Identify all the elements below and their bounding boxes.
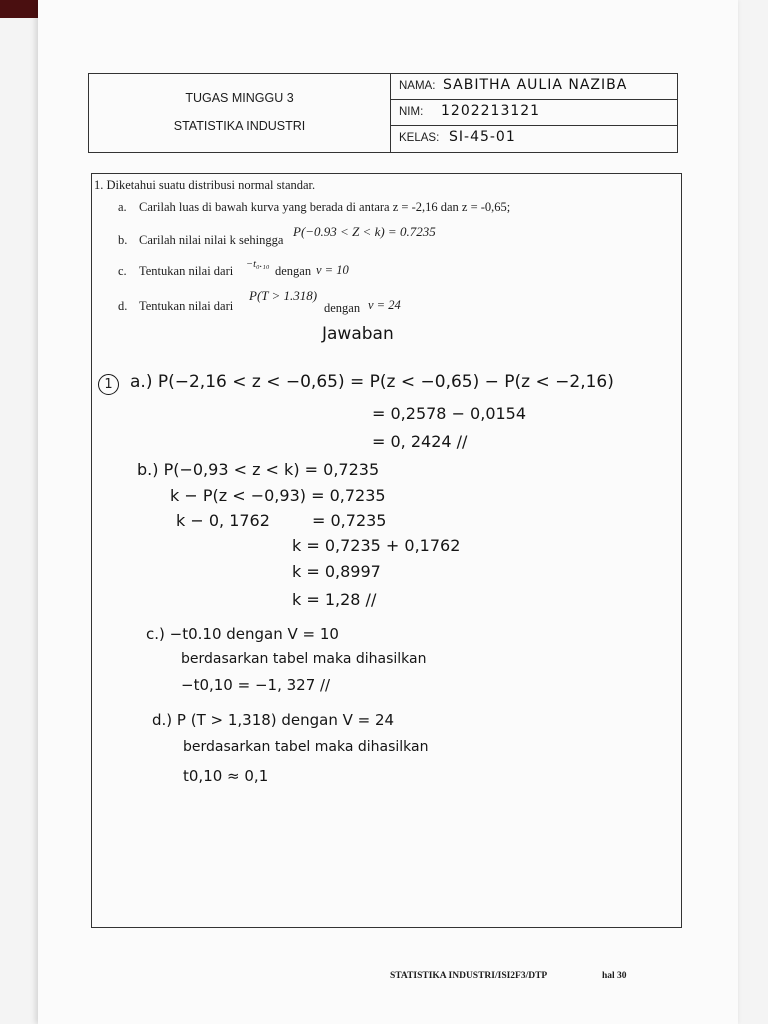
answer-b-line4: k = 0,7235 + 0,1762 bbox=[292, 536, 461, 555]
question-d-text2: dengan bbox=[324, 301, 361, 315]
question-d-dof: v = 24 bbox=[368, 298, 401, 312]
answer-c-line3: −t0,10 = −1, 327 // bbox=[181, 676, 331, 694]
answer-a-line3: = 0, 2424 // bbox=[372, 432, 468, 451]
answer-b-line5: k = 0,8997 bbox=[292, 562, 381, 581]
question-c-formula: −t₀.₁₀ bbox=[246, 259, 270, 270]
answer-b-line1: b.) P(−0,93 < z < k) = 0,7235 bbox=[137, 460, 380, 479]
question-c-text2: dengan bbox=[275, 264, 312, 278]
question-intro: 1. Diketahui suatu distribusi normal standar. bbox=[94, 178, 316, 192]
kelas-row bbox=[391, 126, 677, 152]
answer-b-line3: k − 0, 1762 bbox=[176, 511, 270, 530]
answer-d-line1: d.) P (T > 1,318) dengan V = 24 bbox=[152, 711, 395, 729]
question-d-label: d. bbox=[118, 299, 128, 313]
footer-page-number: hal 30 bbox=[602, 971, 627, 981]
question-d-formula: P(T > 1.318) bbox=[249, 288, 318, 303]
nim-row bbox=[391, 100, 677, 126]
question-d-text: Tentukan nilai dari bbox=[139, 299, 234, 313]
binder-corner bbox=[0, 0, 40, 18]
header-title-cell bbox=[89, 74, 391, 152]
question-c-text: Tentukan nilai dari bbox=[139, 264, 234, 278]
assignment-title: TUGAS MINGGU 3 bbox=[185, 91, 294, 105]
kelas-label: KELAS: bbox=[399, 132, 440, 144]
answer-d-line2: berdasarkan tabel maka dihasilkan bbox=[183, 739, 429, 755]
question-b-label: b. bbox=[118, 233, 128, 247]
answer-d-line3: t0,10 ≈ 0,1 bbox=[183, 767, 269, 785]
question-c-label: c. bbox=[118, 264, 127, 278]
question-b-text: Carilah nilai nilai k sehingga bbox=[139, 233, 284, 247]
nama-value: SABITHA AULIA NAZIBA bbox=[443, 77, 628, 93]
question-c-dof: v = 10 bbox=[316, 263, 349, 277]
question-a-text: Carilah luas di bawah kurva yang berada di antara z = -2,16 dan z = -0,65; bbox=[139, 200, 511, 214]
answer-b-line6: k = 1,28 // bbox=[292, 590, 377, 609]
nim-value: 1202213121 bbox=[441, 103, 541, 119]
answer-a-line2: = 0,2578 − 0,0154 bbox=[372, 404, 527, 423]
nama-row bbox=[391, 74, 677, 100]
answer-c-line1: c.) −t0.10 dengan V = 10 bbox=[146, 625, 339, 643]
kelas-value: SI-45-01 bbox=[449, 129, 516, 145]
question-a-label: a. bbox=[118, 200, 127, 214]
header-box bbox=[88, 73, 678, 153]
answer-c-line2: berdasarkan tabel maka dihasilkan bbox=[181, 651, 427, 667]
answer-a-line1: a.) P(−2,16 < z < −0,65) = P(z < −0,65) − P(z < −2,16) bbox=[130, 372, 614, 392]
nama-label: NAMA: bbox=[399, 80, 436, 92]
answer-b-line2: k − P(z < −0,93) = 0,7235 bbox=[170, 486, 386, 505]
course-title: STATISTIKA INDUSTRI bbox=[173, 119, 306, 133]
answer-heading: Jawaban bbox=[322, 324, 394, 344]
footer-course: STATISTIKA INDUSTRI/ISI2F3/DTP bbox=[390, 971, 548, 981]
question-b-formula: P(−0.93 < Z < k) = 0.7235 bbox=[293, 224, 436, 239]
nim-label: NIM: bbox=[399, 106, 424, 118]
answer-b-line3-value: = 0,7235 bbox=[312, 511, 387, 530]
answer-number-circle: 1 bbox=[98, 374, 119, 395]
